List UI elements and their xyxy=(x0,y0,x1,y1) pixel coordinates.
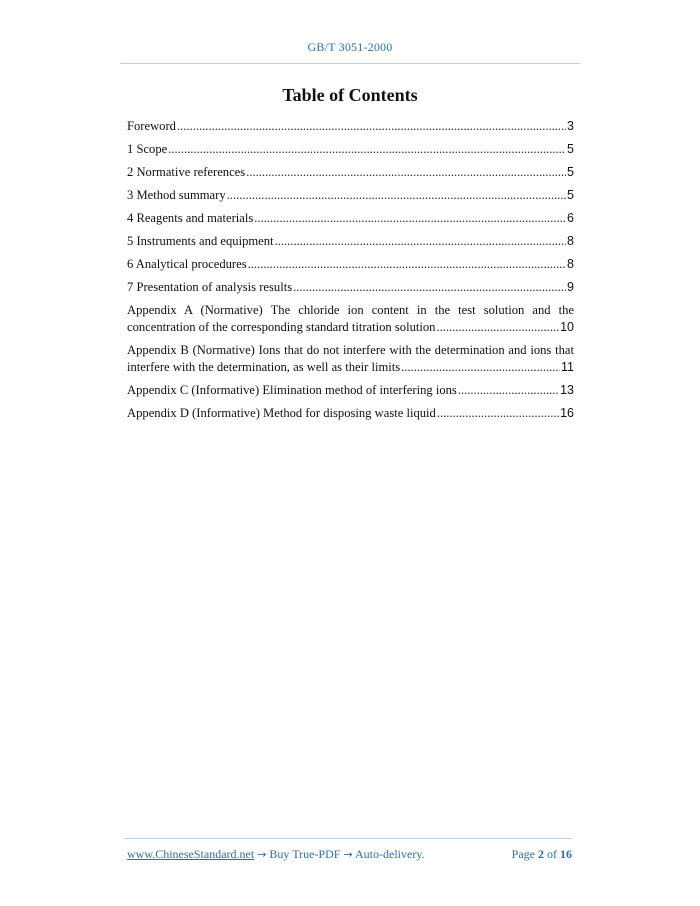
page-total: 16 xyxy=(560,847,572,861)
toc-entry-page: 8 xyxy=(567,234,574,248)
buy-true-pdf-text: Buy True-PDF xyxy=(269,847,341,861)
toc-entry-foreword[interactable] xyxy=(127,118,574,135)
toc-entry-label: Appendix D (Informative) Method for disposing waste liquid xyxy=(127,406,436,420)
dot-leader xyxy=(168,141,566,158)
page-number xyxy=(512,847,572,862)
toc-entry-label-line1: Appendix B (Normative) Ions that do not interfere with the determination and ions that xyxy=(127,343,574,357)
dot-leader xyxy=(254,210,566,227)
page-word: Page xyxy=(511,847,535,861)
page-title: Table of Contents xyxy=(282,85,418,105)
toc-entry-label: Appendix C (Informative) Elimination method of interfering ions xyxy=(127,383,457,397)
toc-entry-page: 8 xyxy=(567,257,574,271)
toc-entry-label: concentration of the corresponding standard titration solution xyxy=(127,320,436,334)
toc-entry-page: 9 xyxy=(567,280,574,294)
toc-entry-label: 6 Analytical procedures xyxy=(127,257,247,271)
toc-entry-appendix-d[interactable] xyxy=(127,405,574,422)
toc-entry-label: 1 Scope xyxy=(127,142,168,156)
dot-leader xyxy=(177,118,566,135)
toc-entry-label: 5 Instruments and equipment xyxy=(127,234,274,248)
table-of-contents xyxy=(127,118,574,428)
footer-promo xyxy=(127,847,425,862)
toc-entry-page: 5 xyxy=(567,142,574,156)
dot-leader xyxy=(246,164,566,181)
toc-entry-normative-references[interactable] xyxy=(127,164,574,181)
page-of: of xyxy=(547,847,557,861)
toc-entry-page: 11 xyxy=(561,360,574,374)
toc-entry-method-summary[interactable] xyxy=(127,187,574,204)
toc-entry-analytical-procedures[interactable] xyxy=(127,256,574,273)
toc-entry-page: 13 xyxy=(560,383,574,397)
toc-entry-label: Foreword xyxy=(127,119,176,133)
toc-entry-appendix-a[interactable] xyxy=(127,302,574,336)
toc-entry-page: 5 xyxy=(567,188,574,202)
dot-leader xyxy=(293,279,566,296)
toc-entry-page: 6 xyxy=(567,211,574,225)
dot-leader xyxy=(248,256,566,273)
toc-entry-label: 2 Normative references xyxy=(127,165,246,179)
toc-entry-instruments[interactable] xyxy=(127,233,574,250)
arrow-right-icon: → xyxy=(257,848,267,861)
toc-entry-page: 3 xyxy=(567,119,574,133)
toc-entry-presentation[interactable] xyxy=(127,279,574,296)
dot-leader xyxy=(275,233,566,250)
dot-leader xyxy=(401,359,560,376)
toc-entry-page: 16 xyxy=(560,406,574,420)
toc-entry-scope[interactable] xyxy=(127,141,574,158)
toc-entry-page: 10 xyxy=(560,320,574,334)
footer-divider xyxy=(124,838,572,839)
arrow-right-icon: → xyxy=(343,848,353,861)
toc-entry-reagents[interactable] xyxy=(127,210,574,227)
page-current: 2 xyxy=(538,847,544,861)
toc-entry-label: 3 Method summary xyxy=(127,188,226,202)
toc-entry-label: 7 Presentation of analysis results xyxy=(127,280,293,294)
auto-delivery-text: Auto-delivery. xyxy=(355,847,425,861)
dot-leader xyxy=(437,405,559,422)
toc-entry-page: 5 xyxy=(567,165,574,179)
toc-entry-label: interfere with the determination, as well as their limits xyxy=(127,360,401,374)
toc-entry-label-line1: Appendix A (Normative) The chloride ion content in the test solution and the xyxy=(127,303,574,317)
running-header: GB/T 3051-2000 xyxy=(307,40,393,54)
dot-leader xyxy=(458,382,559,399)
toc-entry-label: 4 Reagents and materials xyxy=(127,211,254,225)
dot-leader xyxy=(436,319,559,336)
toc-entry-appendix-c[interactable] xyxy=(127,382,574,399)
dot-leader xyxy=(227,187,566,204)
header-divider xyxy=(120,63,580,64)
site-link[interactable]: www.ChineseStandard.net xyxy=(127,847,255,861)
toc-entry-appendix-b[interactable] xyxy=(127,342,574,376)
